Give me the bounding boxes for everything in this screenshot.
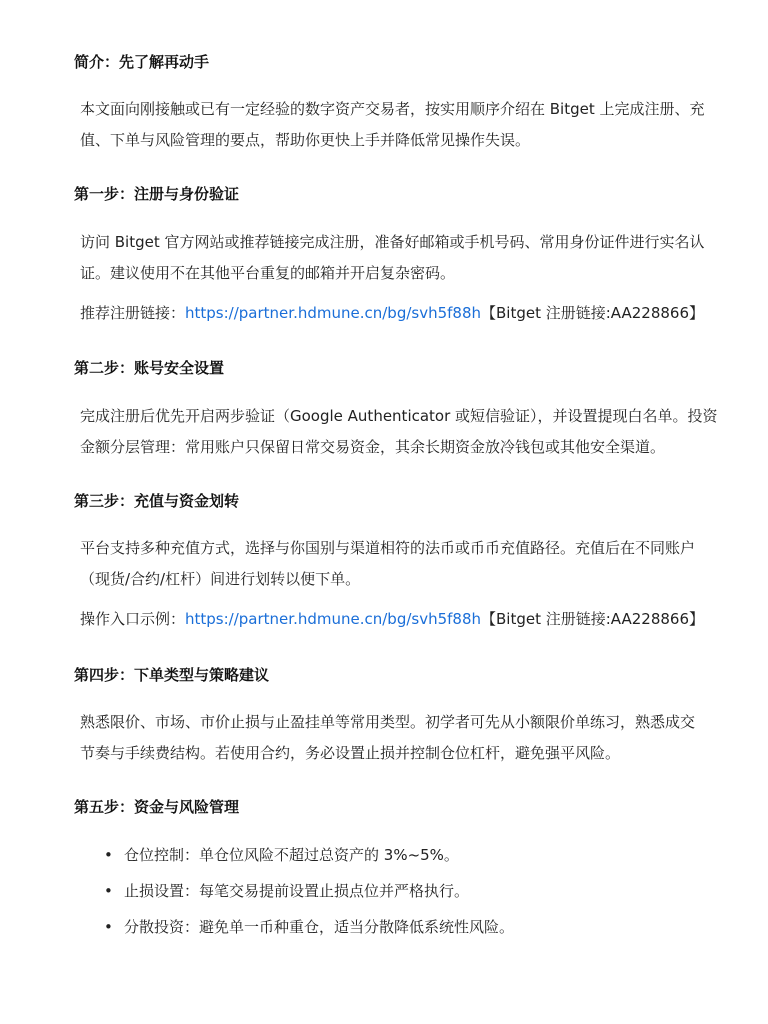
list-item [104,843,514,879]
step5-heading: 第五步：资金与风险管理 [74,798,240,816]
step3-heading: 第三步：充值与资金划转 [74,492,240,510]
list-item [104,915,514,951]
step4-heading: 第四步：下单类型与策略建议 [74,666,270,684]
step3-line-1: 平台支持多种充值方式，选择与你国别与渠道相符的法币或币币充值路径。充值后在不同账户 [80,539,696,557]
step1-line-1: 访问 Bitget 官方网站或推荐链接完成注册，准备好邮箱或手机号码、常用身份证件进行实名认 [80,233,705,251]
bullet-text-position-control: 仓位控制：单仓位风险不超过总资产的 3%~5%。 [124,846,459,864]
step3-link-line [80,604,730,635]
step1-link-paragraph [80,298,730,329]
step2-line-1: 完成注册后优先开启两步验证（Google Authenticator 或短信验证），并设置提现白名单。投资 [80,407,718,425]
step3-entry-link[interactable]: https://partner.hdmune.cn/bg/svh5f88h [185,610,482,628]
step3-link-note: 【Bitget 注册链接:AA228866】 [481,610,705,628]
bullet-icon: • [104,846,113,864]
step3-line-2: （现货/合约/杠杆）间进行划转以便下单。 [80,570,361,588]
bullet-text-diversification: 分散投资：避免单一币种重仓，适当分散降低系统性风险。 [124,918,515,936]
step4-line-2: 节奏与手续费结构。若使用合约，务必设置止损并控制仓位杠杆，避免强平风险。 [80,744,621,762]
step2-paragraph [80,401,730,463]
bullet-text-stop-loss: 止损设置：每笔交易提前设置止损点位并严格执行。 [124,882,470,900]
step3-paragraph [80,533,730,595]
step4-paragraph [80,707,730,769]
step1-link-note: 【Bitget 注册链接:AA228866】 [481,304,705,322]
intro-paragraph [80,94,730,156]
step1-link-label: 推荐注册链接： [80,304,186,322]
step1-heading: 第一步：注册与身份验证 [74,185,240,203]
step3-link-paragraph [80,604,730,635]
step1-paragraph [80,227,730,289]
risk-management-list [104,843,514,951]
step3-link-label: 操作入口示例： [80,610,186,628]
step2-line-2: 金额分层管理：常用账户只保留日常交易资金，其余长期资金放冷钱包或其他安全渠道。 [80,438,666,456]
step1-link-line [80,298,730,329]
list-item [104,879,514,915]
bullet-icon: • [104,882,113,900]
intro-line-1: 本文面向刚接触或已有一定经验的数字资产交易者，按实用顺序介绍在 Bitget 上完成注册、充 [80,100,705,118]
intro-line-2: 值、下单与风险管理的要点，帮助你更快上手并降低常见操作失误。 [80,131,531,149]
step4-line-1: 熟悉限价、市场、市价止损与止盈挂单等常用类型。初学者可先从小额限价单练习，熟悉成交 [80,713,696,731]
step1-line-2: 证。建议使用不在其他平台重复的邮箱并开启复杂密码。 [80,264,456,282]
bullet-icon: • [104,918,113,936]
step1-referral-link[interactable]: https://partner.hdmune.cn/bg/svh5f88h [185,304,482,322]
step2-heading: 第二步：账号安全设置 [74,359,225,377]
intro-heading: 简介：先了解再动手 [74,53,210,71]
